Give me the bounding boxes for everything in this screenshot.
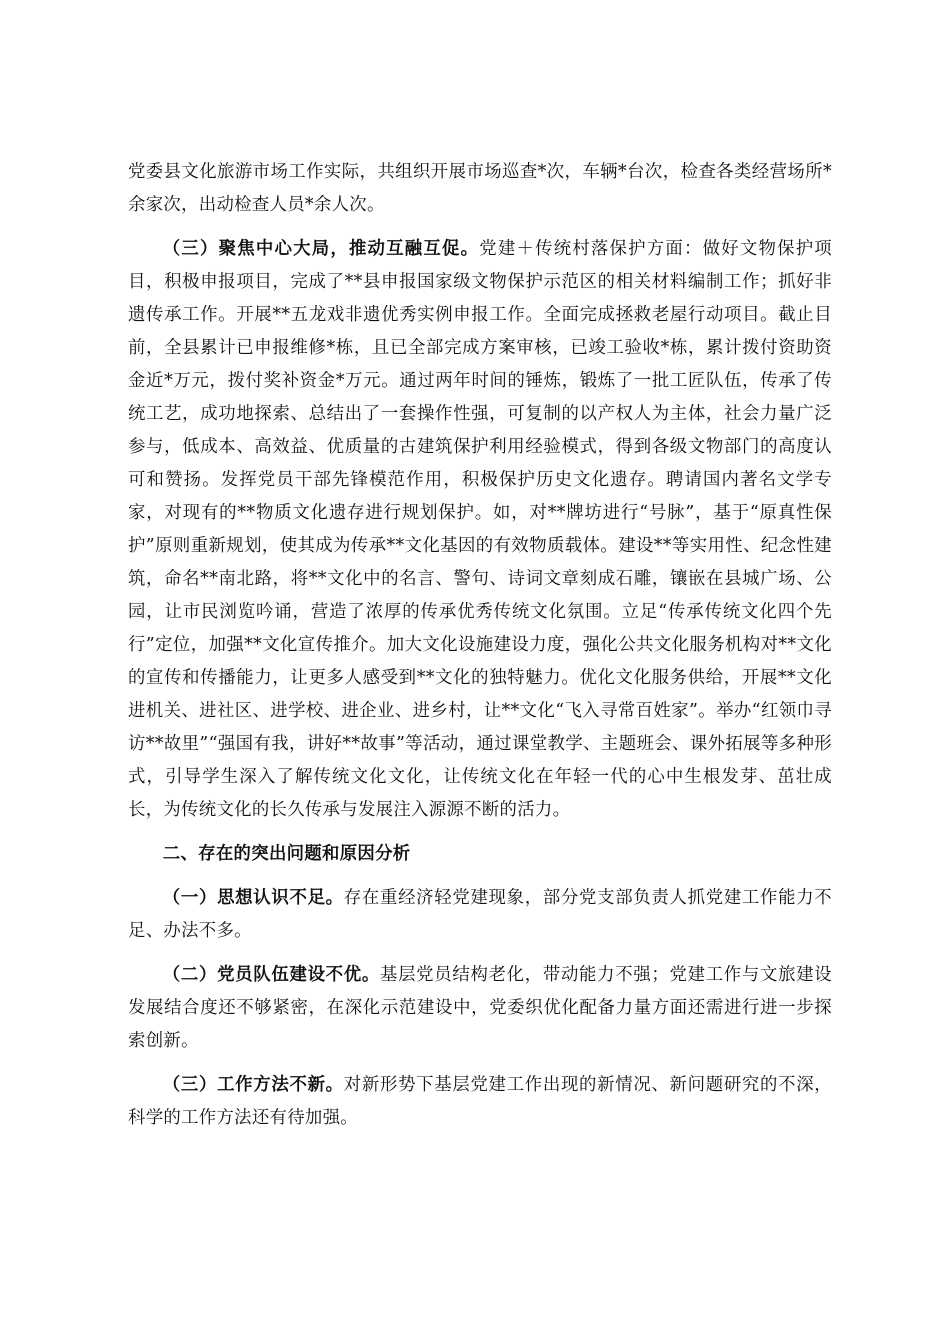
paragraph-continuation [128, 156, 832, 222]
paragraph-text: 党委县文化旅游市场工作实际，共组织开展市场巡查*次，车辆*台次，检查各类经营场所*余家次，出动检查人员*余人次。 [128, 162, 832, 215]
issue-text: 存在重经济轻党建现象，部分党支部负责人抓党建工作能力不足、办法不多。 [128, 888, 832, 941]
issue-paragraph-2 [128, 959, 832, 1058]
issue-text: 对新形势下基层党建工作出现的新情况、新问题研究的不深，科学的工作方法还有待加强。 [128, 1075, 832, 1128]
issue-lead: （一）思想认识不足。 [162, 888, 344, 908]
section-heading: 二、存在的突出问题和原因分析 [162, 844, 411, 864]
paragraph-focus-center [128, 233, 832, 827]
issue-lead: （三）工作方法不新。 [162, 1075, 344, 1095]
issue-text: 基层党员结构老化，带动能力不强；党建工作与文旅建设发展结合度还不够紧密，在深化示范建设中，党委织优化配备力量方面还需进行进一步探索创新。 [128, 965, 832, 1051]
paragraph-lead: （三）聚焦中心大局，推动互融互促。 [162, 239, 480, 259]
paragraph-text: 党建＋传统村落保护方面：做好文物保护项目，积极申报项目，完成了**县申报国家级文物保护示范区的相关材料编制工作；抓好非遗传承工作。开展**五龙戏非遗优秀实例申报工作。全面完成拯救老屋行动项目。截止目前，全县累计已申报维修*栋，且已全部完成方案审核，已竣工验收*栋，累计拨付资助资金近*万元，拨付奖补资金*万元。通过两年时间的锤炼，锻炼了一批工匠队伍，传承了传统工艺，成功地探索、总结出了一套操作性强，可复制的以产权人为主体，社会力量广泛参与，低成本、高效益、优质量的古建筑保护利用经验模式，得到各级文物部门的高度认可和赞扬。发挥党员干部先锋模范作用，积极保护历史文化遗存。聘请国内著名文学专家，对现有的**物质文化遗存进行规划保护。如，对**牌坊进行“号脉”，基于“原真性保护”原则重新规划，使其成为传承**文化基因的有效物质载体。建设**等实用性、纪念性建筑，命名**南北路，将**文化中的名言、警句、诗词文章刻成石雕，镶嵌在县城广场、公园，让市民浏览吟诵，营造了浓厚的传承优秀传统文化氛围。立足“传承传统文化四个先行”定位，加强**文化宣传推介。加大文化设施建设力度，强化公共文化服务机构对**文化的宣传和传播能力，让更多人感受到**文化的独特魅力。优化文化服务供给，开展**文化进机关、进社区、进学校、进企业、进乡村，让**文化“飞入寻常百姓家”。举办“红领巾寻访**故里”“强国有我，讲好**故事”等活动，通过课堂教学、主题班会、课外拓展等多种形式，引导学生深入了解传统文化文化，让传统文化在年轻一代的心中生根发芽、茁壮成长，为传统文化的长久传承与发展注入源源不断的活力。 [128, 239, 832, 820]
issue-paragraph-3 [128, 1069, 832, 1135]
issue-lead: （二）党员队伍建设不优。 [162, 965, 380, 985]
document-page [128, 156, 832, 1135]
issue-paragraph-1 [128, 882, 832, 948]
